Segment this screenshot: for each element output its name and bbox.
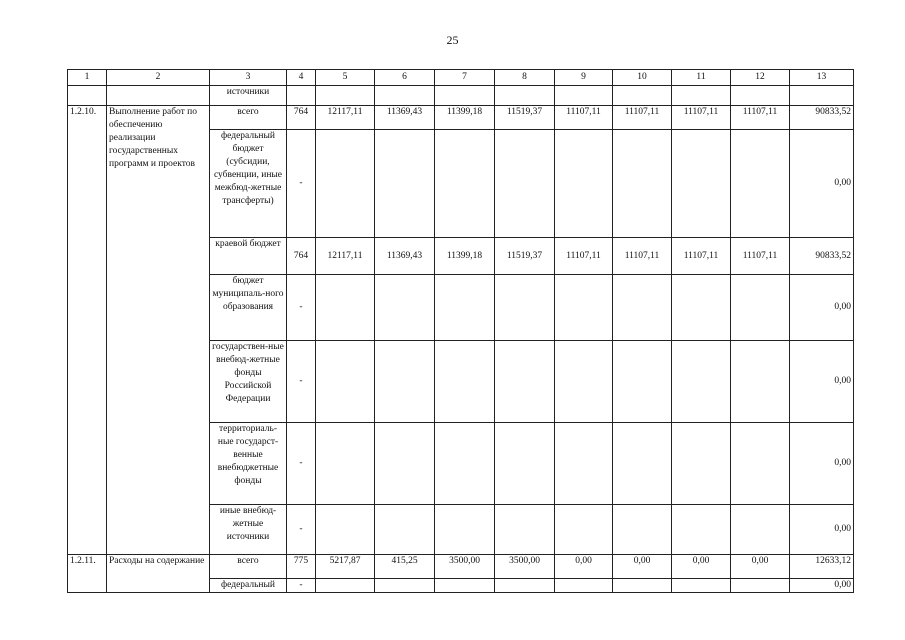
code-cell: - [287, 341, 316, 423]
value-cell: 11369,43 [375, 106, 435, 130]
source-cell: государствен-ные внебюд-жетные фонды Российской Федерации [210, 341, 287, 423]
value-cell: 0,00 [555, 555, 613, 579]
source-cell: всего [210, 555, 287, 579]
value-cell: 11107,11 [613, 238, 672, 275]
total-cell: 90833,52 [790, 238, 854, 275]
source-cell: территориаль-ные государст-венные внебюджетные фонды [210, 423, 287, 505]
value-cell: 0,00 [731, 555, 790, 579]
item-name: Расходы на содержание [107, 555, 210, 593]
code-cell: - [287, 275, 316, 341]
value-cell: 11519,37 [495, 238, 555, 275]
total-cell: 90833,52 [790, 106, 854, 130]
value-cell: 0,00 [613, 555, 672, 579]
code-cell: 764 [287, 238, 316, 275]
total-cell: 0,00 [790, 579, 854, 593]
financing-table [67, 69, 854, 593]
value-cell: 415,25 [375, 555, 435, 579]
header-cell: 2 [107, 70, 210, 86]
code-cell: - [287, 423, 316, 505]
value-cell: 11107,11 [731, 238, 790, 275]
header-cell: 5 [316, 70, 375, 86]
value-cell: 11369,43 [375, 238, 435, 275]
header-cell: 8 [495, 70, 555, 86]
total-cell: 12633,12 [790, 555, 854, 579]
total-cell: 0,00 [790, 275, 854, 341]
source-cell: бюджет муниципаль-ного образования [210, 275, 287, 341]
total-cell: 0,00 [790, 423, 854, 505]
page-number: 25 [446, 33, 459, 47]
source-cell: всего [210, 106, 287, 130]
source-cell: иные внебюд-жетные источники [210, 505, 287, 555]
value-cell: 5217,87 [316, 555, 375, 579]
header-row [68, 70, 854, 86]
header-cell: 12 [731, 70, 790, 86]
source-cell: федеральный бюджет (субсидии, субвенции, иные межбюд-жетные трансферты) [210, 130, 287, 238]
source-cell: федеральный [210, 579, 287, 593]
header-cell: 1 [68, 70, 107, 86]
value-cell: 12117,11 [316, 106, 375, 130]
header-cell: 3 [210, 70, 287, 86]
source-cell: краевой бюджет [210, 238, 287, 275]
header-cell: 11 [672, 70, 731, 86]
header-cell: 9 [555, 70, 613, 86]
table-row [68, 555, 854, 579]
code-cell: 775 [287, 555, 316, 579]
code-cell: 764 [287, 106, 316, 130]
code-cell: - [287, 130, 316, 238]
item-code: 1.2.11. [68, 555, 107, 593]
item-name: Выполнение работ по обеспечению реализации государственных программ и проектов [107, 106, 210, 555]
value-cell: 11107,11 [731, 106, 790, 130]
header-cell: 13 [790, 70, 854, 86]
code-cell: - [287, 579, 316, 593]
total-cell: 0,00 [790, 505, 854, 555]
value-cell: 11519,37 [495, 106, 555, 130]
table-row [68, 86, 854, 106]
value-cell: 11107,11 [672, 106, 731, 130]
item-code: 1.2.10. [68, 106, 107, 555]
source-cell: источники [210, 86, 287, 106]
value-cell: 11107,11 [613, 106, 672, 130]
value-cell: 0,00 [672, 555, 731, 579]
value-cell: 11107,11 [555, 238, 613, 275]
header-cell: 6 [375, 70, 435, 86]
table-row [68, 106, 854, 130]
value-cell: 11399,18 [435, 238, 495, 275]
value-cell: 12117,11 [316, 238, 375, 275]
total-cell: 0,00 [790, 341, 854, 423]
header-cell: 4 [287, 70, 316, 86]
value-cell: 3500,00 [435, 555, 495, 579]
code-cell: - [287, 505, 316, 555]
header-cell: 7 [435, 70, 495, 86]
value-cell: 3500,00 [495, 555, 555, 579]
total-cell: 0,00 [790, 130, 854, 238]
value-cell: 11107,11 [672, 238, 731, 275]
header-cell: 10 [613, 70, 672, 86]
value-cell: 11107,11 [555, 106, 613, 130]
value-cell: 11399,18 [435, 106, 495, 130]
